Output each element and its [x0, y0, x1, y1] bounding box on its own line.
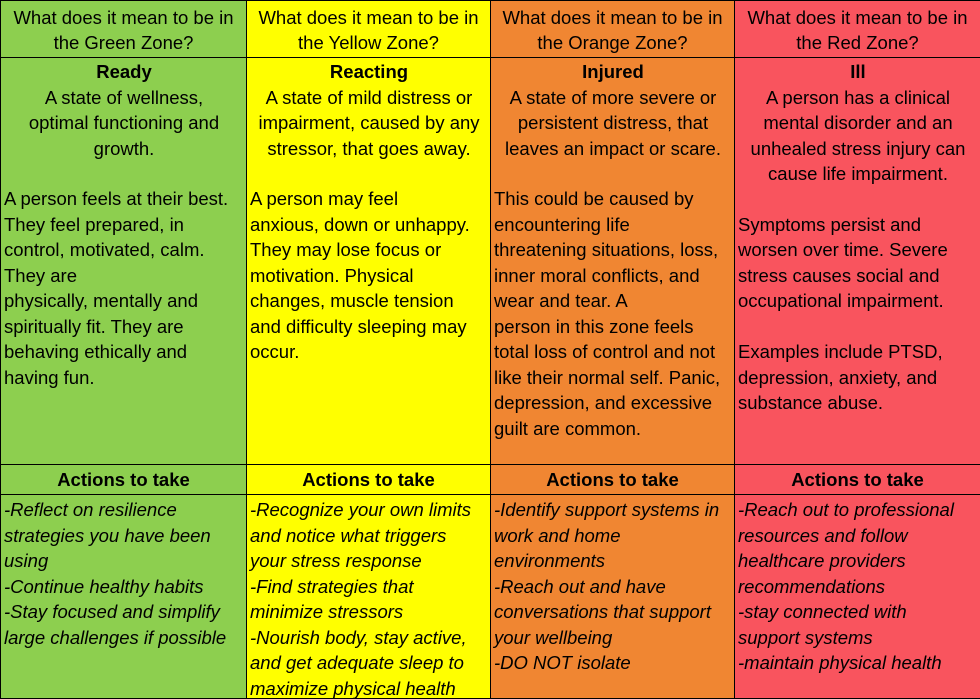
list-item: -DO NOT isolate	[494, 652, 631, 673]
orange-zone-description-cell	[491, 58, 735, 465]
list-item: minimize stressors	[250, 601, 404, 622]
red-actions-list	[735, 495, 980, 699]
green-zone-description: A state of wellness, optimal functioning and growth.	[28, 86, 220, 159]
list-item: -Continue healthy habits	[4, 575, 204, 597]
yellow-actions-list	[247, 495, 491, 699]
list-item: -Nourish body, stay active,	[250, 626, 467, 648]
list-item: -Recognize your own limits	[250, 499, 472, 520]
list-item: and notice what triggers	[250, 524, 447, 546]
yellow-zone-description-cell	[247, 58, 491, 465]
green-zone-title: Ready	[96, 61, 152, 82]
yellow-actions-title: Actions to take	[247, 465, 491, 495]
green-actions-list	[1, 495, 247, 699]
green-zone-header: What does it mean to be in the Green Zone?	[1, 0, 247, 58]
orange-zone-description: A state of more severe or persistent distress, that leaves an impact or scare.	[505, 86, 721, 159]
list-item: support systems	[738, 626, 873, 648]
yellow-zone-title: Reacting	[329, 61, 409, 82]
list-item: -Reflect on resilience	[4, 499, 177, 520]
list-item: -Stay focused and simplify	[4, 601, 220, 622]
orange-zone-title: Injured	[582, 61, 644, 82]
green-zone-description-cell	[1, 58, 247, 465]
red-zone-description: A person has a clinical mental disorder and an unhealed stress injury can cause life impairment.	[750, 86, 966, 184]
list-item: your stress response	[250, 550, 422, 571]
list-item: and get adequate sleep to	[250, 652, 464, 673]
orange-zone-detail: This could be caused by encountering life threatening situations, loss, inner moral conflicts, and wear and tear. A person in this zone feels total loss of control and not like their normal self. Panic, depression, and excessive guilt are common.	[494, 188, 721, 439]
list-item: using	[4, 550, 49, 571]
orange-actions-title: Actions to take	[491, 465, 735, 495]
list-item: -Identify support systems in	[494, 499, 720, 520]
green-zone-detail: A person feels at their best. They feel prepared, in control, motivated, calm. They are physically, mentally and spiritually fit. They are behaving ethically and having fun.	[4, 188, 229, 388]
list-item: environments	[494, 550, 606, 571]
red-zone-header: What does it mean to be in the Red Zone?	[735, 0, 980, 58]
red-actions-title: Actions to take	[735, 465, 980, 495]
list-item: maximize physical health	[250, 677, 456, 699]
list-item: -Find strategies that	[250, 575, 414, 597]
red-zone-detail: Symptoms persist and worsen over time. Severe stress causes social and occupational impairment. Examples include PTSD, depression, anxiety, and substance abuse.	[738, 213, 948, 413]
orange-actions-list	[491, 495, 735, 699]
list-item: work and home	[494, 524, 621, 546]
green-actions-title: Actions to take	[1, 465, 247, 495]
list-item: -stay connected with	[738, 601, 907, 622]
list-item: large challenges if possible	[4, 626, 227, 648]
red-zone-title: Ill	[850, 61, 866, 82]
list-item: healthcare providers	[738, 550, 906, 571]
list-item: your wellbeing	[494, 626, 613, 648]
list-item: -Reach out and have	[494, 575, 666, 597]
list-item: recommendations	[738, 575, 886, 597]
red-zone-description-cell	[735, 58, 980, 465]
yellow-zone-header: What does it mean to be in the Yellow Zone?	[247, 0, 491, 58]
orange-zone-header: What does it mean to be in the Orange Zone?	[491, 0, 735, 58]
list-item: strategies you have been	[4, 524, 211, 546]
list-item: conversations that support	[494, 601, 711, 622]
yellow-zone-description: A state of mild distress or impairment, caused by any stressor, that goes away.	[258, 86, 480, 159]
list-item: -maintain physical health	[738, 652, 942, 673]
list-item: -Reach out to professional	[738, 499, 954, 520]
list-item: resources and follow	[738, 524, 908, 546]
yellow-zone-detail: A person may feel anxious, down or unhappy. They may lose focus or motivation. Physical changes, muscle tension and difficulty sleeping may occur.	[250, 188, 470, 362]
